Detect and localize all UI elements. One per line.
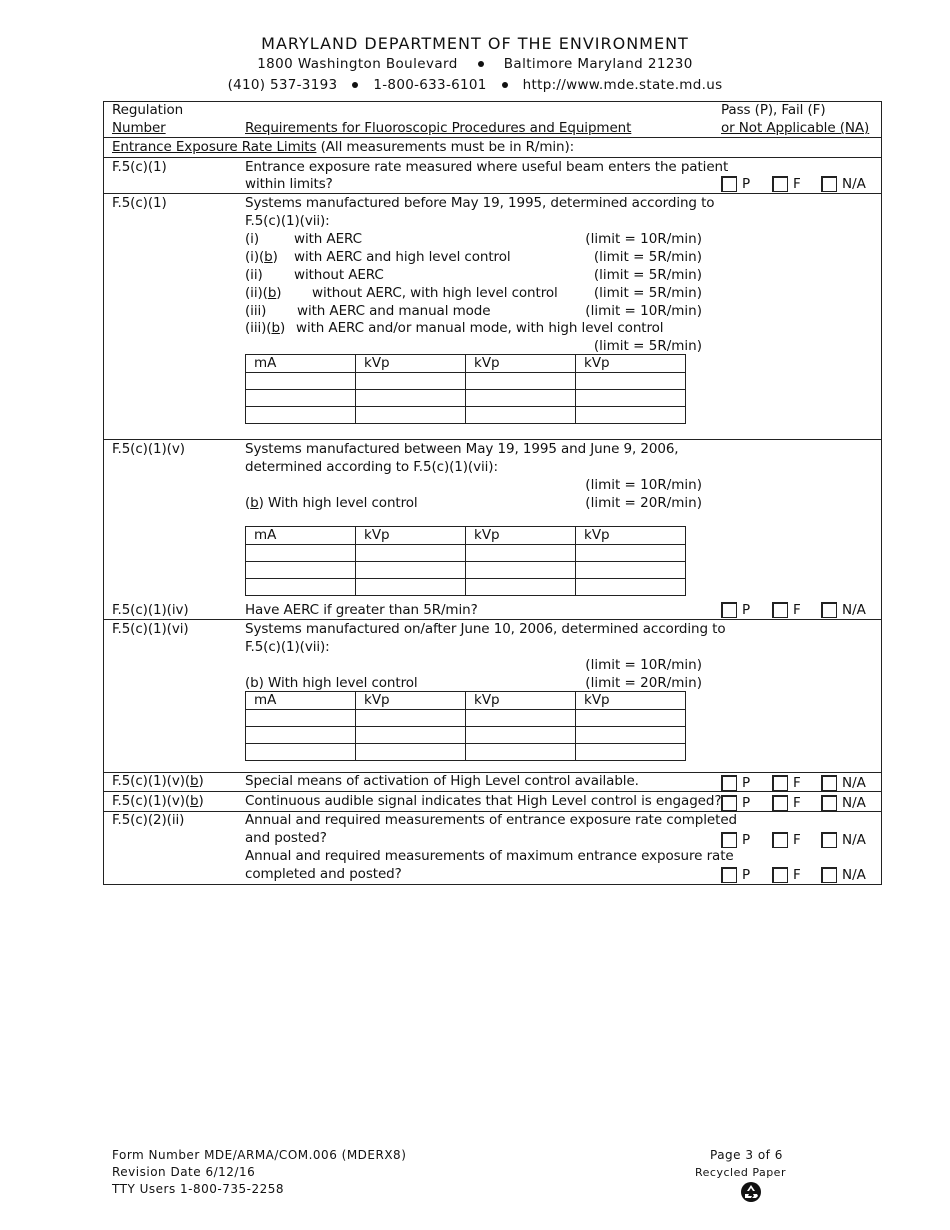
meas-header: kVp	[356, 692, 466, 710]
tty-number: TTY Users 1-800-735-2258	[112, 1182, 284, 1196]
meas-cell[interactable]	[576, 545, 686, 562]
item-text: (b) With high level control	[245, 495, 418, 511]
recycled-paper: Recycled Paper	[695, 1166, 786, 1179]
col-header-pfn-line1: Pass (P), Fail (F)	[721, 102, 826, 118]
page-number: Page 3 of 6	[710, 1148, 783, 1162]
na-checkbox[interactable]	[821, 832, 837, 848]
na-checkbox[interactable]	[821, 176, 837, 192]
meas-cell[interactable]	[246, 390, 356, 407]
meas-cell[interactable]	[356, 407, 466, 424]
measurement-table	[245, 691, 686, 761]
reg-number: F.5(c)(2)(ii)	[112, 812, 185, 828]
na-checkbox[interactable]	[821, 867, 837, 883]
meas-header: kVp	[356, 527, 466, 545]
meas-header: kVp	[466, 527, 576, 545]
meas-cell[interactable]	[246, 562, 356, 579]
meas-cell[interactable]	[466, 390, 576, 407]
pass-checkbox[interactable]	[721, 176, 737, 192]
limit-value: (limit = 10R/min)	[585, 477, 702, 493]
fail-checkbox[interactable]	[772, 867, 788, 883]
meas-cell[interactable]	[356, 710, 466, 727]
fail-checkbox[interactable]	[772, 176, 788, 192]
item-text: (b) With high level control	[245, 675, 418, 691]
requirement-text: Continuous audible signal indicates that High Level control is engaged?	[245, 793, 722, 809]
requirement-text: F.5(c)(1)(vii):	[245, 213, 330, 229]
item-label: (i)	[245, 231, 259, 247]
recycle-icon	[740, 1181, 762, 1203]
requirement-text: Systems manufactured between May 19, 1995 and June 9, 2006,	[245, 441, 679, 457]
col-header-requirements: Requirements for Fluoroscopic Procedures and Equipment	[245, 120, 632, 136]
item-label: (i)(b)	[245, 249, 278, 265]
item-text: with AERC	[294, 231, 362, 247]
meas-header: kVp	[466, 692, 576, 710]
measurement-table	[245, 354, 686, 424]
meas-cell[interactable]	[246, 744, 356, 761]
limit-value: (limit = 20R/min)	[585, 675, 702, 691]
meas-cell[interactable]	[466, 744, 576, 761]
fail-checkbox[interactable]	[772, 795, 788, 811]
requirement-text: completed and posted?	[245, 866, 402, 882]
item-text: with AERC and manual mode	[297, 303, 491, 319]
fail-checkbox[interactable]	[772, 832, 788, 848]
limit-value: (limit = 10R/min)	[585, 303, 702, 319]
requirement-text: Annual and required measurements of maximum entrance exposure rate	[245, 848, 734, 864]
requirement-text: Systems manufactured before May 19, 1995, determined according to	[245, 195, 715, 211]
meas-cell[interactable]	[466, 545, 576, 562]
meas-cell[interactable]	[466, 579, 576, 596]
meas-cell[interactable]	[466, 727, 576, 744]
meas-cell[interactable]	[246, 727, 356, 744]
requirement-text: Special means of activation of High Level control available.	[245, 773, 639, 789]
item-label: (iii)	[245, 303, 267, 319]
reg-number: F.5(c)(1)(iv)	[112, 602, 189, 618]
meas-cell[interactable]	[466, 407, 576, 424]
meas-cell[interactable]	[466, 562, 576, 579]
meas-cell[interactable]	[246, 710, 356, 727]
meas-cell[interactable]	[356, 545, 466, 562]
meas-cell[interactable]	[466, 710, 576, 727]
limit-value: (limit = 5R/min)	[593, 249, 702, 265]
na-checkbox[interactable]	[821, 602, 837, 618]
requirement-text: Annual and required measurements of entrance exposure rate completed	[245, 812, 737, 828]
pass-checkbox[interactable]	[721, 602, 737, 618]
meas-header: kVp	[576, 692, 686, 710]
fail-checkbox[interactable]	[772, 775, 788, 791]
fail-checkbox[interactable]	[772, 602, 788, 618]
meas-cell[interactable]	[356, 727, 466, 744]
reg-number: F.5(c)(1)(v)(b)	[112, 793, 204, 809]
pass-checkbox[interactable]	[721, 867, 737, 883]
bullet-icon	[502, 82, 508, 88]
requirement-text: F.5(c)(1)(vii):	[245, 639, 330, 655]
form-number: Form Number MDE/ARMA/COM.006 (MDERX8)	[112, 1148, 407, 1162]
requirement-text: within limits?	[245, 176, 333, 192]
meas-header: kVp	[466, 355, 576, 373]
limit-value: (limit = 10R/min)	[585, 231, 702, 247]
meas-cell[interactable]	[576, 710, 686, 727]
meas-header: mA	[246, 355, 356, 373]
item-text: with AERC and high level control	[294, 249, 511, 265]
na-checkbox[interactable]	[821, 795, 837, 811]
meas-cell[interactable]	[246, 545, 356, 562]
item-label: (ii)(b)	[245, 285, 282, 301]
meas-cell[interactable]	[246, 373, 356, 390]
phone-tollfree: 1-800-633-6101	[373, 77, 487, 93]
meas-header: kVp	[356, 355, 466, 373]
item-label: (ii)	[245, 267, 263, 283]
bullet-icon	[352, 82, 358, 88]
requirement-text: and posted?	[245, 830, 327, 846]
meas-cell[interactable]	[246, 579, 356, 596]
col-header-regulation: Regulation	[112, 102, 184, 118]
meas-cell[interactable]	[576, 407, 686, 424]
limit-value: (limit = 5R/min)	[593, 338, 702, 354]
meas-cell[interactable]	[576, 727, 686, 744]
street-address: 1800 Washington Boulevard	[257, 56, 458, 72]
requirement-text: Have AERC if greater than 5R/min?	[245, 602, 478, 618]
meas-cell[interactable]	[356, 373, 466, 390]
meas-header: kVp	[576, 355, 686, 373]
meas-cell[interactable]	[356, 562, 466, 579]
meas-cell[interactable]	[356, 579, 466, 596]
item-label: (iii)(b)	[245, 320, 286, 336]
meas-cell[interactable]	[356, 744, 466, 761]
meas-cell[interactable]	[466, 373, 576, 390]
measurement-table	[245, 526, 686, 596]
item-text: without AERC	[294, 267, 384, 283]
meas-cell[interactable]	[246, 407, 356, 424]
inspection-form: Regulation Number Requirements for Fluoroscopic Procedures and Equipment Pass (P), Fail (F) or Not Applicable (NA) Entrance Exposure Rate Limits (All measurements must be in R/min): F.5(c)(1) Entrance exposure rate measured where useful beam enters the patient within limits? P F N/A F.5(c)(1) Systems manufactured before May 19, 1995, determined according to F.5(c)(1)(vii): (i) with AERC (limit = 10R/min) (i)(b) with AERC and high level control (limit = 5R/min) (ii) without AERC (limit = 5R/min) (ii)(b) without AERC, with high level control (limit = 5R/min) (iii) with AERC and manual mode (limit = 10R/min) (iii)(b) with AERC and/or manual mode, with high level control (limit = 5R/min) mA kVp kVp kVp F.5(c)(1)(v) Systems manufactured between May 19, 1995 and June 9, 2006, determined according to F.5(c)(1)(vii): (limit = 10R/min) (b) With high level control (limit = 20R/min) mA kVp kVp kVp F.5(c)(1)(iv) Have AERC if greater than 5R/min? P F N/A F.5(c)(1)(vi) Systems manufactured on/after June 10, 2006, determined according to F.5(c)(1)(vii): (limit = 10R/min) (b) With high level control (limit = 20R/min) mA kVp kVp kVp F.5(c)(1)(v)(b) Special means of activation of High Level control available. P F N/A F.5(c)(1)(v)(b) Continuous audible signal indicates that High Level control is engaged? P F N/A F.5(c)(2)(ii) Annual and required measurements of entrance exposure rate completed and posted? P F N/A Annual and required measurements of maximum entrance exposure rate completed and posted? P F N/A	[103, 101, 882, 885]
meas-cell[interactable]	[576, 373, 686, 390]
website-link[interactable]: http://www.mde.state.md.us	[522, 77, 723, 93]
bullet-icon	[478, 61, 484, 67]
reg-number: F.5(c)(1)	[112, 195, 167, 211]
city-address: Baltimore Maryland 21230	[503, 56, 693, 72]
meas-cell[interactable]	[576, 579, 686, 596]
requirement-text: Entrance exposure rate measured where useful beam enters the patient	[245, 159, 729, 175]
contact-line	[0, 77, 950, 93]
phone-local: (410) 537-3193	[227, 77, 338, 93]
meas-cell[interactable]	[576, 562, 686, 579]
meas-cell[interactable]	[356, 390, 466, 407]
meas-cell[interactable]	[576, 390, 686, 407]
pass-checkbox[interactable]	[721, 775, 737, 791]
meas-header: mA	[246, 692, 356, 710]
requirement-text: determined according to F.5(c)(1)(vii):	[245, 459, 498, 475]
revision-date: Revision Date 6/12/16	[112, 1165, 256, 1179]
limit-value: (limit = 20R/min)	[585, 495, 702, 511]
reg-number: F.5(c)(1)(vi)	[112, 621, 189, 637]
col-header-number: Number	[112, 120, 166, 136]
pass-checkbox[interactable]	[721, 832, 737, 848]
col-header-pfn-line2: or Not Applicable (NA)	[721, 120, 870, 136]
meas-header: kVp	[576, 527, 686, 545]
item-text: with AERC and/or manual mode, with high level control	[296, 320, 664, 336]
item-text: without AERC, with high level control	[312, 285, 558, 301]
requirement-text: Systems manufactured on/after June 10, 2006, determined according to	[245, 621, 726, 637]
meas-header: mA	[246, 527, 356, 545]
reg-number: F.5(c)(1)	[112, 159, 167, 175]
na-checkbox[interactable]	[821, 775, 837, 791]
reg-number: F.5(c)(1)(v)(b)	[112, 773, 204, 789]
pass-checkbox[interactable]	[721, 795, 737, 811]
limit-value: (limit = 5R/min)	[593, 285, 702, 301]
limit-value: (limit = 5R/min)	[593, 267, 702, 283]
limit-value: (limit = 10R/min)	[585, 657, 702, 673]
meas-cell[interactable]	[576, 744, 686, 761]
address-line	[0, 56, 950, 72]
section-title: Entrance Exposure Rate Limits (All measurements must be in R/min):	[112, 139, 575, 155]
agency-title: MARYLAND DEPARTMENT OF THE ENVIRONMENT	[261, 34, 689, 53]
reg-number: F.5(c)(1)(v)	[112, 441, 185, 457]
